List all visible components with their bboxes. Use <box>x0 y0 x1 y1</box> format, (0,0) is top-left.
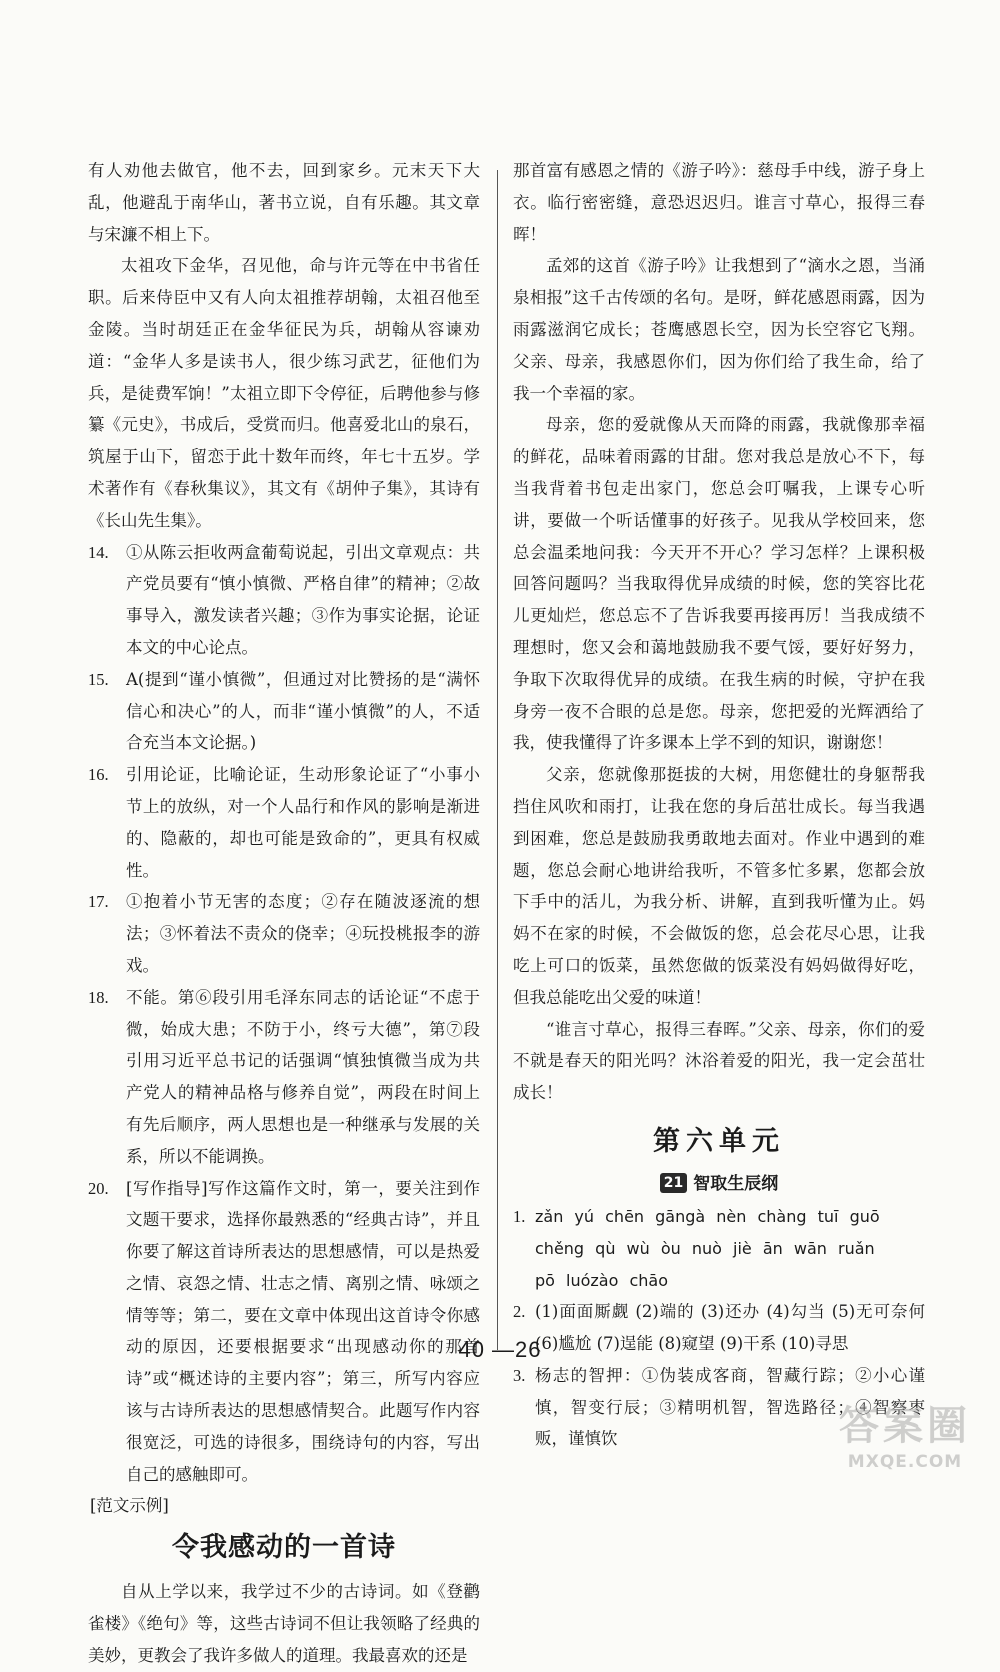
item-number: 16. <box>88 765 109 785</box>
item-number: 2. <box>513 1302 526 1322</box>
lesson-number-badge: 21 <box>660 1173 687 1193</box>
lesson-title: 智取生辰纲 <box>693 1173 779 1194</box>
answer-item-20 <box>88 1173 480 1491</box>
essay-intro: 自从上学以来，我学过不少的古诗词。如《登鹳雀楼》《绝句》等，这些古诗词不但让我领略了经典的美妙，更教会了我许多做人的道理。我最喜欢的还是 <box>88 1582 480 1665</box>
item-text: 不能。第⑥段引用毛泽东同志的话论证“不虑于微，始成大患；不防于小，终亏大德”，第⑦段引用习近平总书记的话强调“慎独慎微当成为共产党人的精神品格与修养自觉”，两段在时间上有先后顺序，两人思想也是一种继承与发展的关系，所以不能调换。 <box>126 987 480 1166</box>
pinyin-row-2: chěng qù wù òu nuò jiè ān wān ruǎn <box>535 1238 875 1258</box>
watermark-logo <box>820 1400 990 1480</box>
answer-item-17 <box>88 886 480 981</box>
lesson-heading <box>513 1167 925 1201</box>
essay-paragraph-1: 那首富有感恩之情的《游子吟》：慈母手中线，游子身上衣。临行密密缝，意恐迟迟归。谁言寸草心，报得三春晖！ <box>513 161 925 244</box>
essay-paragraph-2: 孟郊的这首《游子吟》让我想到了“滴水之恩，当涌泉相报”这千古传颂的名句。是呀，鲜花感恩雨露，因为雨露滋润它成长；苍鹰感恩长空，因为长空容它飞翔。父亲、母亲，我感恩你们，因为你们给了我生命，给了我一个幸福的家。 <box>513 256 925 403</box>
item-number: 20. <box>88 1178 109 1198</box>
left-column <box>88 155 480 1672</box>
item-text: 引用论证，比喻论证，生动形象论证了“小事小节上的放纵，对一个人品行和作风的影响是渐进的、隐蔽的，却也可能是致命的”，更具有权威性。 <box>126 765 480 880</box>
item-number: 1. <box>513 1206 526 1226</box>
page-number: 40 —26 <box>458 1337 542 1362</box>
item-text: ①抱着小节无害的态度；②存在随波逐流的想法；③怀着法不责众的侥幸；④玩投桃报李的游戏。 <box>126 892 480 975</box>
item-text: (1)面面厮觑 (2)端的 (3)还办 (4)勾当 (5)无可奈何 (6)尴尬 (7)逞能 (8)窥望 (9)干系 (10)寻思 <box>535 1302 925 1354</box>
essay-paragraph-3: 母亲，您的爱就像从天而降的雨露，我就像那幸福的鲜花，品味着雨露的甘甜。您对我总是放心不下，每当我背着书包走出家门，您总会叮嘱我，上课专心听讲，要做一个听话懂事的好孩子。见我从学校回来，您总会温柔地问我：今天开不开心？学习怎样？上课积极回答问题吗？当我取得优异成绩的时候，您的笑容比花儿更灿烂，您总忘不了告诉我要再接再厉！当我成绩不理想时，您又会和蔼地鼓励我不要气馁，要好好努力，争取下次取得优异的成绩。在我生病的时候，守护在我身旁一夜不合眼的总是您。母亲，您把爱的光辉洒给了我，使我懂得了许多课本上学不到的知识，谢谢您！ <box>513 415 925 753</box>
item-number: 17. <box>88 892 109 912</box>
item-text: ①从陈云拒收两盒葡萄说起，引出文章观点：共产党员要有“慎小慎微、严格自律”的精神；②故事导入，激发读者兴趣；③作为事实论据，论证本文的中心论点。 <box>126 542 480 657</box>
right-column <box>513 155 925 1455</box>
continued-paragraph-1: 有人劝他去做官，他不去，回到家乡。元末天下大乱，他避乱于南华山，著书立说，自有乐趣。其文章与宋濂不相上下。 <box>88 161 480 244</box>
sample-label-text: [范文示例] <box>90 1496 169 1516</box>
item-number: 14. <box>88 542 109 562</box>
watermark-logo-text: 答案圈 <box>839 1403 971 1449</box>
item-number: 18. <box>88 987 109 1007</box>
column-divider <box>497 170 498 1350</box>
continued-paragraph-2: 太祖攻下金华，召见他，命与许元等在中书省任职。后来侍臣中又有人向太祖推荐胡翰，太祖召他至金陵。当时胡廷正在金华征民为兵，胡翰从容谏劝道：“金华人多是读书人，很少练习武艺，征他们为兵，是徒费军饷！”太祖立即下令停征，后聘他参与修纂《元史》，书成后，受赏而归。他喜爱北山的泉石，筑屋于山下，留恋于此十数年而终，年七十五岁。学术著作有《春秋集议》，其文有《胡仲子集》，其诗有《长山先生集》。 <box>88 256 480 530</box>
answer-item-18 <box>88 982 480 1173</box>
item-number: 15. <box>88 669 109 689</box>
pinyin-answers <box>535 1201 925 1296</box>
answer-item-16 <box>88 759 480 886</box>
item-number: 3. <box>513 1365 526 1385</box>
answer-item-15 <box>88 664 480 759</box>
question-1 <box>513 1201 925 1296</box>
pinyin-row-3: pō luózào chāo <box>535 1270 669 1290</box>
watermark-url: MXQE.COM <box>847 1452 963 1472</box>
item-text: 杨志的智押：①伪装成客商，智藏行踪；②小心谨慎，智变行辰；③精明机智，智选路径；④智察枣贩，谨慎饮 <box>535 1365 925 1449</box>
essay-paragraph-5: “谁言寸草心，报得三春晖。”父亲、母亲，你们的爱不就是春天的阳光吗？沐浴着爱的阳光，我一定会茁壮成长！ <box>513 1019 925 1103</box>
item-text: [写作指导]写作这篇作文时，第一，要关注到作文题干要求，选择你最熟悉的“经典古诗”，并且你要了解这首诗所表达的思想感情，可以是热爱之情、哀怨之情、壮志之情、离别之情、咏颂之情等等；第二，要在文章中体现出这首诗令你感动的原因，还要根据要求“出现感动你的那首诗”或“概述诗的主要内容”；第三，所写内容应该与古诗所表达的思想感情契合。此题写作内容很宽泛，可选的诗很多，围绕诗句的内容，写出自己的感触即可。 <box>126 1178 480 1484</box>
essay-paragraph-4: 父亲，您就像那挺拔的大树，用您健壮的身躯帮我挡住风吹和雨打，让我在您的身后茁壮成长。每当我遇到困难，您总是鼓励我勇敢地去面对。作业中遇到的难题，您总会耐心地讲给我听，不管多忙多累，您都会放下手中的活儿，为我分析、讲解，直到我听懂为止。妈妈不在家的时候，不会做饭的您，总会花尽心思，让我吃上可口的饭菜，虽然您做的饭菜没有妈妈做得好吃，但我总能吃出父爱的味道！ <box>513 765 925 1007</box>
pinyin-row-1: zǎn yú chēn gāngà nèn chàng tuī guō <box>535 1206 880 1226</box>
item-text: A(提到“谨小慎微”，但通过对比赞扬的是“满怀信心和决心”的人，而非“谨小慎微”的人，不适合充当本文论据。) <box>126 669 480 753</box>
unit-title: 第六单元 <box>653 1125 785 1157</box>
answer-item-14 <box>88 537 480 664</box>
essay-title: 令我感动的一首诗 <box>172 1532 396 1564</box>
sample-essay-label <box>88 1490 480 1522</box>
